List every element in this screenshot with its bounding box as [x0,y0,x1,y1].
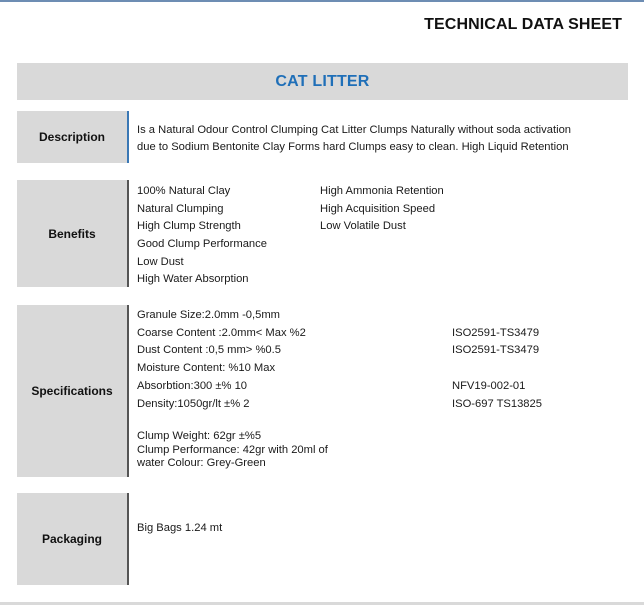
specifications-divider [127,305,129,477]
spec-text: Granule Size:2.0mm -0,5mm [137,309,280,321]
packaging-label: Packaging [17,493,127,585]
spec-row [137,360,617,378]
spec-text: Moisture Content: %10 Max [137,362,276,375]
spec-row [137,378,617,396]
benefit-item: Good Clump Performance [137,238,267,251]
clump-details [137,430,328,471]
spec-standard: ISO2591-TS3479 [452,344,540,357]
packaging-section [17,493,628,585]
clump-line: Clump Performance: 42gr with 20ml of [137,443,328,456]
packaging-divider [127,493,129,585]
clump-line: water Colour: Grey-Green [137,457,266,469]
product-title: CAT LITTER [275,72,370,90]
description-text [137,122,617,156]
spec-row [137,342,617,360]
description-divider [127,111,129,163]
benefit-item: Low Volatile Dust [320,220,406,233]
benefits-label: Benefits [17,180,127,287]
benefits-section [17,180,628,287]
spec-standard: ISO2591-TS3479 [452,326,540,339]
benefit-item: High Water Absorption [137,273,249,286]
benefit-item: High Clump Strength [137,220,241,233]
spec-text: Absorbtion:300 ±% 10 [137,379,248,392]
spec-standard: NFV19-002-01 [452,379,526,392]
specifications-label: Specifications [17,305,127,477]
packaging-text: Big Bags 1.24 mt [137,522,223,534]
benefits-column-1 [137,183,267,289]
product-band [17,63,628,100]
sheet-title: TECHNICAL DATA SHEET [424,16,622,33]
benefit-item: Natural Clumping [137,202,224,215]
spec-row [137,396,617,414]
spec-row [137,307,617,325]
benefit-item: High Ammonia Retention [320,185,444,197]
benefit-item: Low Dust [137,255,184,268]
specifications-section [17,305,628,477]
benefit-item: 100% Natural Clay [137,185,231,197]
benefits-column-2 [320,183,444,236]
description-line: Is a Natural Odour Control Clumping Cat Litter Clumps Naturally without soda activation [137,124,572,136]
spec-row [137,325,617,343]
top-border [0,0,644,2]
clump-line: Clump Weight: 62gr ±%5 [137,430,262,442]
benefit-item: High Acquisition Speed [320,202,436,215]
spec-text: Dust Content :0,5 mm> %0.5 [137,344,281,357]
spec-text: Coarse Content :2.0mm< Max %2 [137,326,306,339]
spec-text: Density:1050gr/lt ±% 2 [137,397,250,410]
spec-standard: ISO-697 TS13825 [452,397,542,410]
benefits-divider [127,180,129,287]
description-label: Description [17,111,127,163]
description-section [17,111,628,163]
description-line: due to Sodium Bentonite Clay Forms hard Clumps easy to clean. High Liquid Retention [137,141,569,153]
